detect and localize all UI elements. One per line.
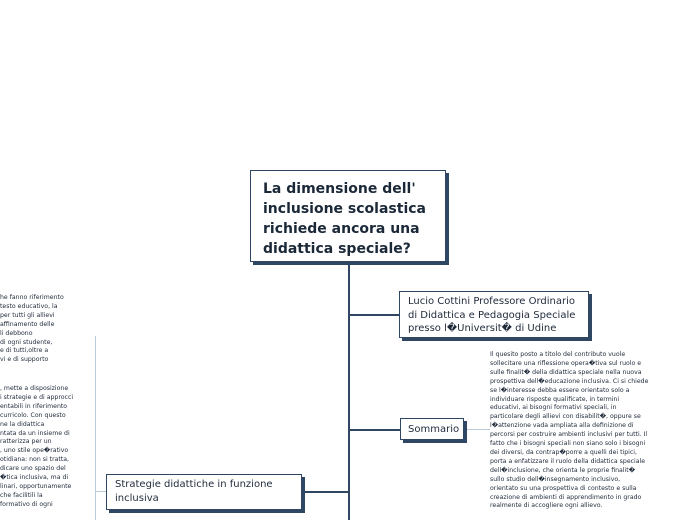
note-line: otidiana: non si tratta, [0,456,70,464]
note-line: sulle finalit� della didattica speciale nella nuova [490,368,642,376]
note-line: individuare risposte qualificate, in termini [490,395,620,403]
note-line: vi e di supporto [0,356,49,364]
summary-note-connector [464,429,490,430]
note-line: i strategie e di approcci [0,393,74,401]
author-topic-line: Lucio Cottini Professore Ordinario [408,296,576,307]
summary-note [490,351,686,511]
strategies-note-2 [0,385,84,510]
author-topic-line: presso l�Universit� di Udine [408,323,557,334]
author-connector [349,314,399,316]
central-topic-line: didattica speciale? [263,241,411,257]
note-line: realmente di accogliere ogni allievo. [490,502,603,510]
note-line: sullo studio dell�insegnamento inclusivo, [490,475,621,483]
author-topic-line: di Didattica e Pedagogia Speciale [408,309,576,321]
note-line: dicare uno spazio del [0,465,66,473]
note-line: fatto che i bisogni speciali non siano solo i bisogni [490,440,646,448]
note-line: creazione di ambienti di apprendimento in grado [490,493,642,501]
central-topic-line: richiede ancora una [263,221,420,237]
central-topic-line: inclusione scolastica [263,201,426,217]
note-line: se l�interesse debba essere orientato solo a [490,386,630,394]
note-line: dei diversi, da contrap�porre a quelli dei tipici, [490,448,637,456]
note-line: educativi, ai bisogni formativi speciali, in [490,404,617,412]
note-line: che facilitili la [0,491,43,499]
note-line: particolare degli allievi con disabilit�, oppure se [490,413,641,421]
note-line: prospettiva dell�educazione inclusiva. Ci si chiede [490,377,649,385]
central-topic-line: La dimensione dell' [263,181,416,197]
note-line: ne la didattica [0,420,45,428]
note-line: sollecitare una riflessione opera�tiva sul ruolo e [490,359,642,367]
strategies-topic-line: inclusiva [115,493,159,504]
summary-connector [349,429,400,431]
trunk-connector [348,262,350,520]
note-line: dell�inclusione, che orienta le proprie finalit� [490,466,636,474]
central-topic[interactable] [250,170,446,262]
note-line: di ogni studente, [0,338,53,346]
note-line: Il quesito posto a titolo del contributo vuole [490,351,626,358]
note-line: entabili in riferimento [0,402,68,410]
note-line: ntata da un insieme di [0,429,70,437]
summary-topic[interactable] [400,418,464,440]
note-line: linari, opportunamente [0,482,72,490]
strategies-topic[interactable] [106,474,302,510]
note-line: testo educativo, la [0,302,58,310]
strategies-connector [302,491,349,493]
note-line: li debbono [0,329,33,337]
note-line: porta a enfatizzare il ruolo della didattica speciale [490,457,646,465]
note-line: ratterizza per un [0,438,52,446]
strategies-note-bracket [95,336,96,520]
note-line: l�attenzione vada ampliata alla definizione di [490,422,634,430]
note-line: per tutti gli allievi [0,311,55,319]
strategies-topic-line: Strategie didattiche in funzione [115,479,273,490]
note-line: formativo di ogni [0,500,53,508]
note-line: , uno stile ope�rativo [0,447,69,455]
note-line: orientato su una prospettiva di contesto e sulla [490,484,637,492]
note-line: he fanno riferimento [0,294,64,301]
note-line: percorsi per costruire ambienti inclusivi per tutti. Il [490,431,648,439]
note-line: , mette a disposizione [0,385,69,392]
author-topic[interactable] [399,291,589,338]
strategies-note-1 [0,294,84,365]
note-line: affinamento delle [0,320,55,328]
note-line: e di tutti,oltre a [0,347,49,355]
strategies-note-link [95,491,106,492]
note-line: curricolo. Con questo [0,411,66,419]
note-line: �tica inclusiva, ma di [0,474,69,482]
summary-topic-label: Sommario [408,424,460,435]
